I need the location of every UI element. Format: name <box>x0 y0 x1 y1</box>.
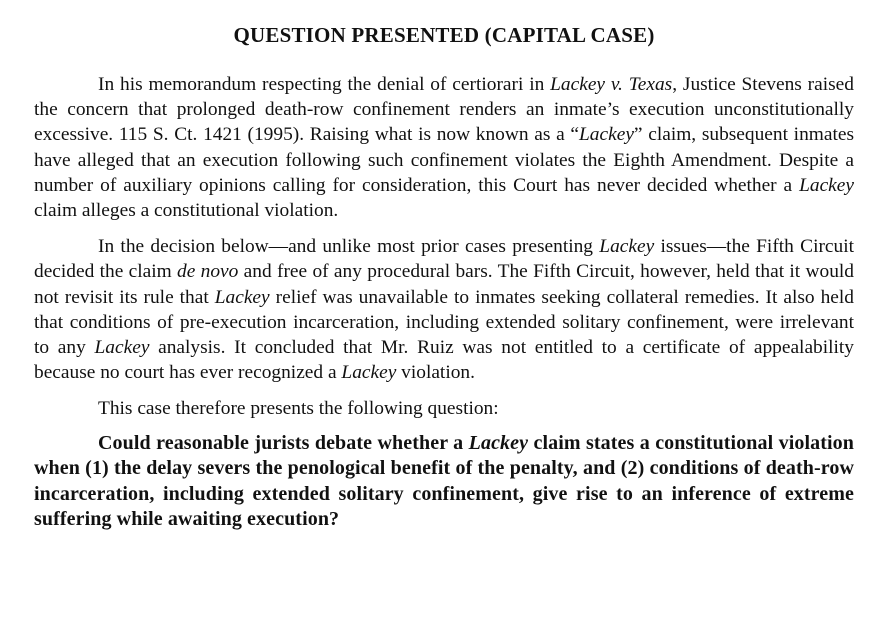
text-segment: In his memorandum respecting the denial of certiorari in <box>98 74 551 95</box>
text-segment: and free of any procedural bars. The Fifth Circuit, however, held that it would not revisit its rule that <box>34 261 854 308</box>
italic-text-segment: Lackey <box>468 431 529 454</box>
text-segment: analysis. It concluded that Mr. Ruiz was not entitled to a certificate of appealability because no court has ever recognized a <box>34 337 854 384</box>
text-segment: ” claim, subsequent inmates have alleged that an execution following such confinement violates the Eighth Amendment. Despite a number of auxiliary opinions calling for consideration, this Court has never decided whether a <box>34 124 854 196</box>
italic-text-segment: Lackey <box>214 286 270 308</box>
paragraph-lackey-background <box>34 72 854 223</box>
text-segment: , Justice Stevens raised the concern that prolonged death-row confinement renders an inmate’s execution unconstitutionally excessive. 115 S. Ct. 1421 (1995). Raising what is now known as a “ <box>34 74 854 146</box>
paragraph-decision-below <box>34 234 854 385</box>
question-presented <box>34 431 854 533</box>
italic-text-segment: Lackey <box>94 337 150 359</box>
text-segment: issues—the Fifth Circuit decided the claim <box>34 236 854 283</box>
text-segment: violation. <box>396 362 475 384</box>
italic-text-segment: de novo <box>177 261 239 283</box>
text-segment: In the decision below—and unlike most prior cases presenting <box>98 236 600 258</box>
paragraph-question-intro <box>34 396 854 421</box>
italic-text-segment: Lackey <box>799 174 854 196</box>
text-segment: Could reasonable jurists debate whether a <box>98 431 469 454</box>
page-title: QUESTION PRESENTED (CAPITAL CASE) <box>233 23 655 47</box>
text-segment: relief was unavailable to inmates seeking collateral remedies. It also held that conditions of pre-execution incarceration, including extended solitary confinement, were irrelevant to any <box>34 286 854 359</box>
italic-text-segment: Lackey <box>599 236 655 258</box>
text-segment: claim states a constitutional violation when (1) the delay severs the penological benefit of the penalty, and (2) conditions of death-row incarceration, including extended solitary confinement, give rise to an inference of extreme suffering while awaiting execution? <box>34 431 855 531</box>
text-segment: claim alleges a constitutional violation. <box>34 200 339 222</box>
italic-text-segment: Lackey v. Texas <box>550 74 673 95</box>
italic-text-segment: Lackey <box>341 362 397 384</box>
italic-text-segment: Lackey <box>579 124 634 146</box>
text-segment: This case therefore presents the following question: <box>98 398 499 420</box>
